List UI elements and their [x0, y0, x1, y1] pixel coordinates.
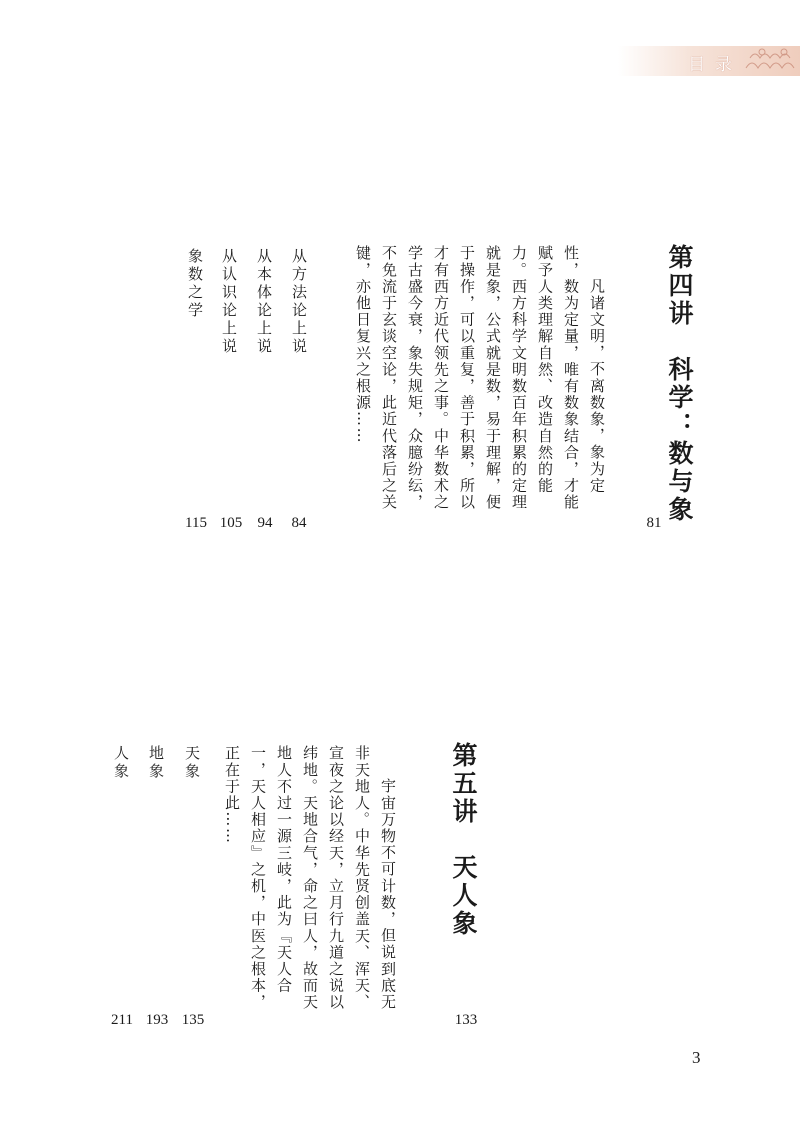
summary-line: 性，数为定量，唯有数象结合，才能: [562, 245, 580, 511]
toc-entry-page: 84: [291, 515, 307, 531]
summary-line: 凡诸文明，不离数象，象为定: [588, 278, 606, 494]
summary-line: 力。西方科学文明数百年积累的定理: [510, 245, 528, 511]
summary-line: 不免流于玄谈空论，此近代落后之关: [380, 245, 398, 511]
summary-line: 于操作，可以重复，善于积累，所以: [458, 245, 476, 511]
summary-line: 宣夜之论以经天，立月行九道之说以: [327, 745, 345, 1011]
summary-line: 赋予人类理解自然、改造自然的能: [536, 245, 554, 494]
toc-entry-title[interactable]: 从本体论上说: [255, 248, 273, 356]
chapter-4-page: 81: [646, 515, 662, 531]
toc-entry-title[interactable]: 象数之学: [186, 248, 204, 320]
chapter-5-page: 133: [454, 1012, 478, 1028]
summary-line: 学古盛今衰，象失规矩，众臆纷纭，: [406, 245, 424, 511]
toc-entry-title[interactable]: 天象: [183, 745, 201, 781]
toc-entry-page: 94: [257, 515, 273, 531]
toc-entry-title[interactable]: 从认识论上说: [220, 248, 238, 356]
header-title: 目录: [688, 55, 742, 75]
summary-line: 就是象，公式就是数，易于理解，便: [484, 245, 502, 511]
toc-entry-page: 193: [145, 1012, 169, 1028]
toc-entry-page: 115: [185, 515, 207, 531]
cloud-ornament-icon: [742, 46, 800, 76]
summary-line: 一，天人相应』之机，中医之根本，: [249, 745, 267, 1011]
summary-line: 才有西方近代领先之事。中华数术之: [432, 245, 450, 511]
summary-line: 非天地人。中华先贤创盖天、浑天、: [353, 745, 371, 1011]
summary-line: 键，亦他日复兴之根源……: [354, 245, 372, 445]
chapter-5-title: 第五讲 天人象: [449, 742, 478, 938]
summary-line: 地人不过一源三岐，此为『天人合: [275, 745, 293, 994]
summary-line: 纬地。天地合气，命之曰人，故而天: [301, 745, 319, 1011]
chapter-4-title: 第四讲 科学：数与象: [665, 244, 694, 524]
toc-entry-page: 135: [181, 1012, 205, 1028]
page-number: 3: [692, 1048, 701, 1067]
toc-entry-page: 211: [111, 1012, 133, 1028]
toc-entry-title[interactable]: 人象: [112, 745, 130, 781]
toc-entry-title[interactable]: 从方法论上说: [290, 248, 308, 356]
toc-entry-title[interactable]: 地象: [147, 745, 165, 781]
summary-line: 正在于此……: [223, 745, 241, 845]
toc-entry-page: 105: [219, 515, 243, 531]
summary-line: 宇宙万物不可计数，但说到底无: [379, 778, 397, 1011]
